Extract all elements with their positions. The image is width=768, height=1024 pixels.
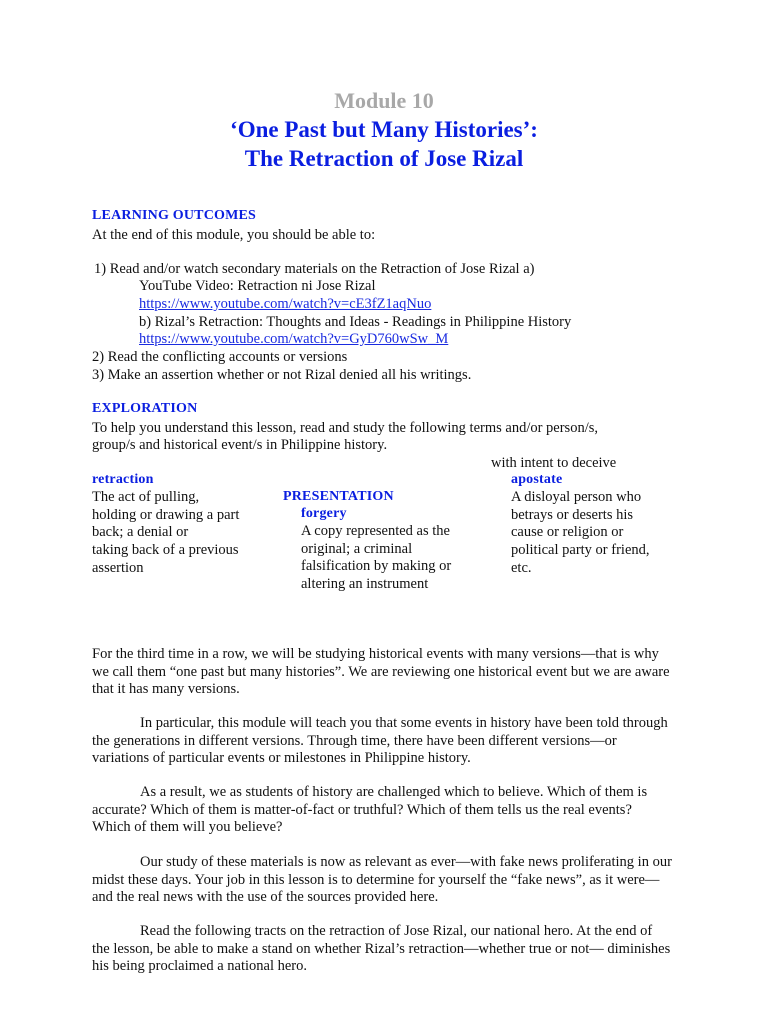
retraction-definition-line: back; a denial or: [92, 524, 189, 540]
forgery-definition-line: A copy represented as the: [301, 523, 450, 539]
paragraph-text: Our study of these materials is now as relevant as ever—with fake news proliferating in our midst these days. Your job in this lesson is to determine for yourself the “fake news”, as it were—and the real news with the use of the sources provided here.: [92, 854, 672, 906]
term-forgery: forgery: [301, 506, 347, 521]
module-number: Module 10: [334, 88, 434, 113]
apostate-definition-line: etc.: [511, 560, 532, 576]
body-paragraph-2: [92, 715, 672, 768]
retraction-definition-line: The act of pulling,: [92, 489, 200, 505]
retraction-definition-line: holding or drawing a part: [92, 507, 240, 523]
body-paragraph-3: [92, 784, 672, 837]
term-apostate: apostate: [511, 472, 563, 487]
forgery-definition-continued: with intent to deceive: [491, 455, 617, 471]
retraction-definition-line: assertion: [92, 560, 144, 576]
outcome-item-1: 1) Read and/or watch secondary materials on the Retraction of Jose Rizal a): [94, 261, 535, 277]
forgery-definition-line: altering an instrument: [301, 576, 429, 592]
outcome-item-3: 3) Make an assertion whether or not Rizal denied all his writings.: [92, 367, 472, 383]
page-title-line-2: The Retraction of Jose Rizal: [244, 146, 524, 171]
forgery-definition-line: falsification by making or: [301, 558, 452, 574]
body-paragraph-5: [92, 923, 672, 976]
exploration-intro-line-2: group/s and historical event/s in Philippine history.: [92, 437, 388, 453]
page-title-line-1: ‘One Past but Many Histories’:: [230, 117, 538, 142]
apostate-definition-line: A disloyal person who: [511, 489, 642, 505]
learning-outcomes-heading: LEARNING OUTCOMES: [92, 208, 257, 223]
paragraph-text: In particular, this module will teach you that some events in history have been told through the generations in different versions. Through time, there have been different versions—or variations of particular events or milestones in Philippine history.: [92, 715, 668, 767]
outcome-item-2: 2) Read the conflicting accounts or versions: [92, 349, 348, 365]
apostate-definition-line: betrays or deserts his: [511, 507, 634, 523]
learning-outcomes-intro: At the end of this module, you should be able to:: [92, 227, 376, 243]
outcome-item-1a-link[interactable]: https://www.youtube.com/watch?v=cE3fZ1aqNuo: [139, 296, 432, 312]
apostate-definition-line: political party or friend,: [511, 542, 650, 558]
term-retraction: retraction: [92, 472, 154, 487]
paragraph-text: As a result, we as students of history are challenged which to believe. Which of them is accurate? Which of them is matter-of-fact or truthful? Which of them tells us the real events? Which of them will you believe?: [92, 784, 648, 836]
outcome-item-1b-title: b) Rizal’s Retraction: Thoughts and Ideas - Readings in Philippine History: [139, 314, 572, 330]
outcome-item-1b-link[interactable]: https://www.youtube.com/watch?v=GyD760wSw_M: [139, 331, 449, 347]
outcome-item-1a-title: YouTube Video: Retraction ni Jose Rizal: [139, 278, 376, 294]
exploration-heading: EXPLORATION: [92, 401, 198, 416]
forgery-definition-line: original; a criminal: [301, 541, 413, 557]
body-paragraph-1: For the third time in a row, we will be studying historical events with many versions—that is why we call them “one past but many histories”. We are reviewing one historical event but we are aware that it has many versions.: [92, 646, 670, 698]
body-paragraph-4: [92, 854, 672, 907]
exploration-intro-line-1: To help you understand this lesson, read and study the following terms and/or person/s,: [92, 420, 598, 436]
apostate-definition-line: cause or religion or: [511, 524, 624, 540]
presentation-heading: PRESENTATION: [283, 489, 394, 504]
retraction-definition-line: taking back of a previous: [92, 542, 239, 558]
paragraph-text: Read the following tracts on the retraction of Jose Rizal, our national hero. At the end of the lesson, be able to make a stand on whether Rizal’s retraction—whether true or not— diminishes his being proclaimed a national hero.: [92, 923, 671, 975]
